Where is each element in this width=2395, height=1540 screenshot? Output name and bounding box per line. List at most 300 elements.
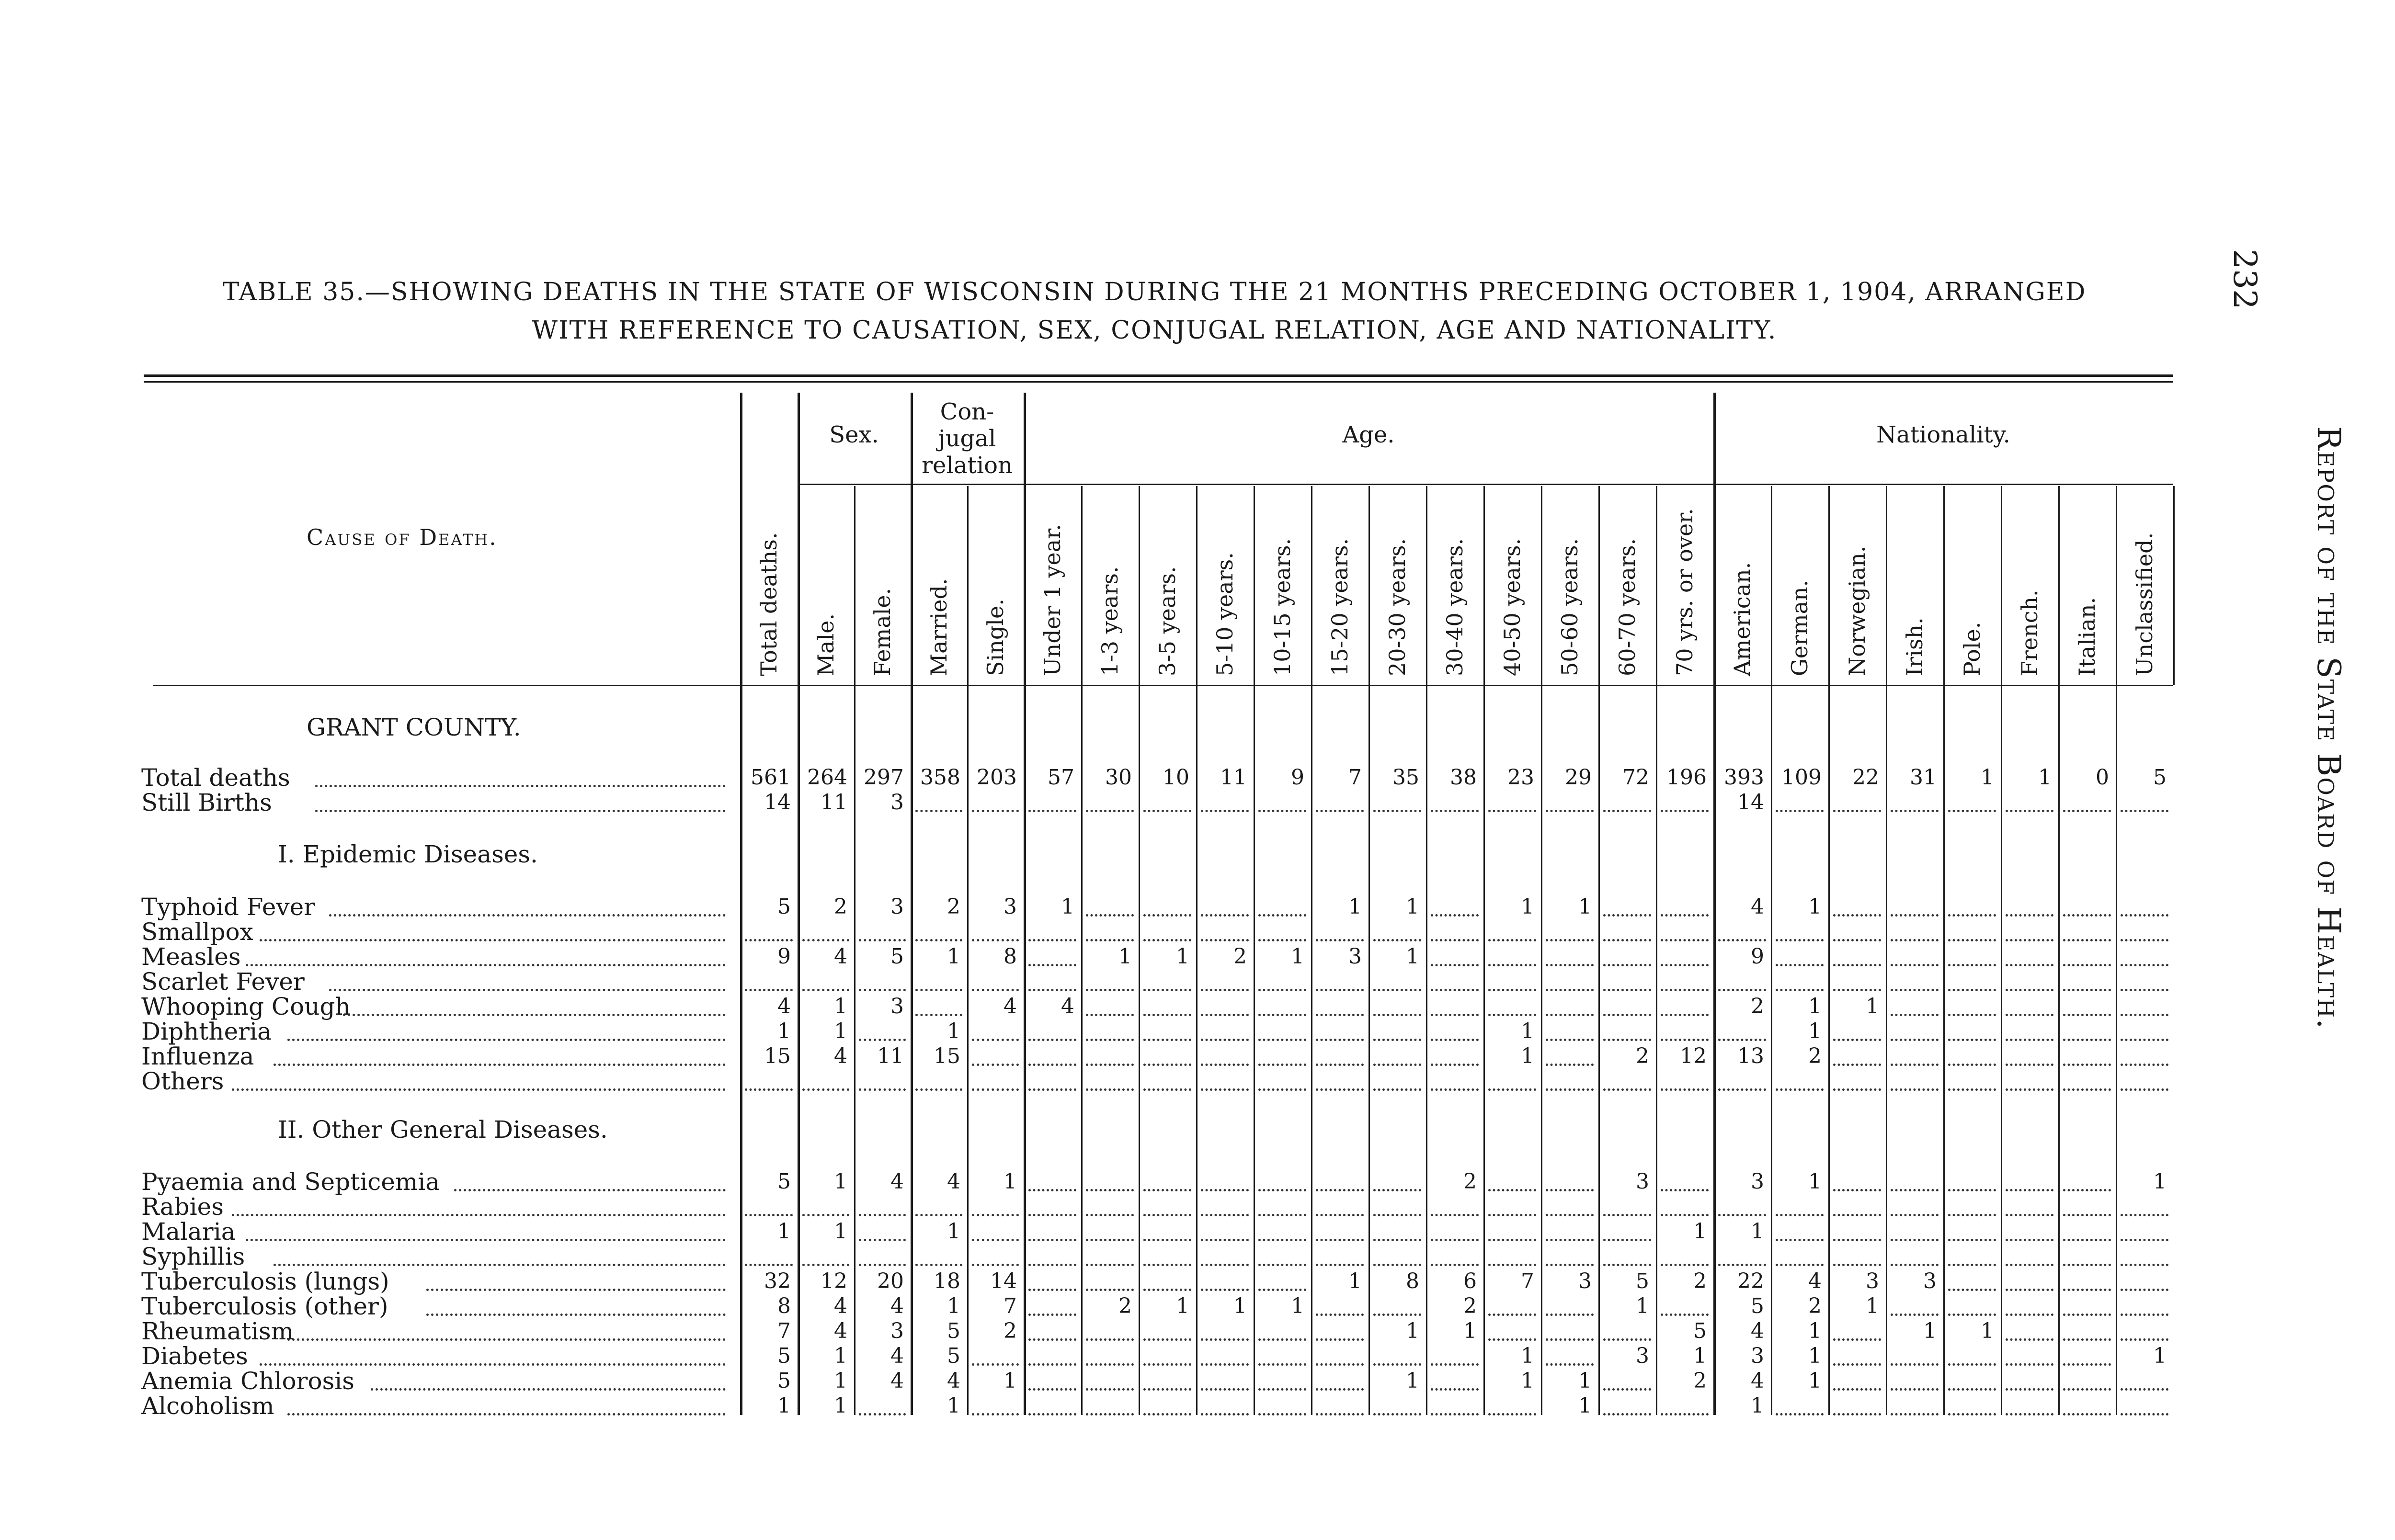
empty-cell-dots: [1143, 991, 1191, 1016]
leader-dots: [274, 1241, 726, 1266]
empty-cell-dots: [2121, 991, 2168, 1016]
column-header: Female.: [869, 588, 895, 676]
empty-cell-dots: [2006, 1166, 2053, 1191]
table-cell: 10: [1163, 765, 1189, 790]
empty-cell-dots: [1661, 787, 1709, 812]
table-cell: 1: [1348, 895, 1362, 919]
table-cell: 109: [1781, 765, 1822, 790]
column-header: 60-70 years.: [1614, 538, 1640, 676]
table-cell: 12: [1680, 1044, 1707, 1068]
row-label: Malaria: [141, 1218, 236, 1246]
empty-cell-dots: [1028, 1291, 1076, 1316]
table-cell: 1: [947, 944, 960, 969]
empty-cell-dots: [1776, 1191, 1824, 1216]
conjugal-group-header: Con- jugal relation: [922, 398, 1013, 479]
table-cell: 2: [1751, 994, 1764, 1019]
table-cell: 358: [920, 765, 960, 790]
table-cell: 1: [834, 994, 847, 1019]
table-cell: 4: [947, 1369, 960, 1393]
empty-cell-dots: [1258, 1191, 1306, 1216]
empty-cell-dots: [1028, 1366, 1076, 1391]
table-cell: 5: [777, 1344, 791, 1368]
empty-cell-dots: [1143, 1016, 1191, 1041]
table-cell: 8: [1406, 1269, 1419, 1293]
row-label: Total deaths: [141, 764, 290, 792]
table-cell: 1: [1406, 895, 1419, 919]
empty-cell-dots: [1488, 1391, 1536, 1415]
empty-cell-dots: [915, 991, 962, 1016]
empty-cell-dots: [1258, 892, 1306, 917]
empty-cell-dots: [2063, 1316, 2111, 1341]
empty-cell-dots: [1661, 1391, 1709, 1415]
empty-cell-dots: [1776, 1066, 1824, 1091]
table-cell: 203: [977, 765, 1017, 790]
column-header: Irish.: [1902, 617, 1927, 676]
table-cell: 1: [834, 1393, 847, 1418]
empty-cell-dots: [2121, 941, 2168, 966]
empty-cell-dots: [1028, 1016, 1076, 1041]
empty-cell-dots: [972, 1341, 1019, 1366]
empty-cell-dots: [1603, 966, 1651, 991]
table-cell: 22: [1852, 765, 1879, 790]
table-cell: 1: [834, 1369, 847, 1393]
empty-cell-dots: [1948, 1066, 1996, 1091]
top-rule-1: [144, 374, 2173, 377]
empty-cell-dots: [972, 917, 1019, 941]
table-cell: 5: [777, 1369, 791, 1393]
empty-cell-dots: [1891, 1066, 1939, 1091]
table-cell: 1: [1406, 1319, 1419, 1343]
column-header: 70 yrs. or over.: [1672, 508, 1698, 676]
empty-cell-dots: [1891, 991, 1939, 1016]
empty-cell-dots: [1373, 1216, 1421, 1241]
empty-cell-dots: [1603, 1191, 1651, 1216]
table-cell: 7: [1521, 1269, 1534, 1293]
leader-dots: [287, 1016, 726, 1041]
empty-cell-dots: [1948, 1016, 1996, 1041]
table-cell: 264: [807, 765, 847, 790]
empty-cell-dots: [915, 917, 962, 941]
table-cell: 2: [1693, 1269, 1707, 1293]
table-cell: 5: [947, 1344, 960, 1368]
empty-cell-dots: [972, 1241, 1019, 1266]
table-cell: 1: [1176, 1294, 1189, 1318]
column-header: 15-20 years.: [1327, 538, 1353, 676]
empty-cell-dots: [1603, 1066, 1651, 1091]
leader-dots: [260, 917, 726, 941]
empty-cell-dots: [1258, 1216, 1306, 1241]
empty-cell-dots: [1086, 1366, 1134, 1391]
table-cell: 3: [1751, 1344, 1764, 1368]
empty-cell-dots: [2006, 1241, 2053, 1266]
empty-cell-dots: [1431, 991, 1479, 1016]
empty-cell-dots: [1258, 966, 1306, 991]
row-label: Still Births: [141, 789, 272, 816]
empty-cell-dots: [1661, 1241, 1709, 1266]
empty-cell-dots: [915, 966, 962, 991]
empty-cell-dots: [972, 1066, 1019, 1091]
empty-cell-dots: [2063, 787, 2111, 812]
empty-cell-dots: [802, 966, 849, 991]
column-rule-right: [2173, 486, 2175, 685]
empty-cell-dots: [1028, 1166, 1076, 1191]
empty-cell-dots: [1833, 1016, 1881, 1041]
empty-cell-dots: [1086, 1241, 1134, 1266]
empty-cell-dots: [1201, 1216, 1249, 1241]
empty-cell-dots: [1143, 1366, 1191, 1391]
empty-cell-dots: [915, 1191, 962, 1216]
leader-dots: [246, 941, 726, 966]
empty-cell-dots: [1201, 1191, 1249, 1216]
empty-cell-dots: [1776, 941, 1824, 966]
empty-cell-dots: [1546, 991, 1594, 1016]
empty-cell-dots: [2006, 1391, 2053, 1415]
empty-cell-dots: [1431, 941, 1479, 966]
leader-dots: [232, 1191, 726, 1216]
table-cell: 1: [1751, 1393, 1764, 1418]
empty-cell-dots: [1028, 1241, 1076, 1266]
table-cell: 4: [1751, 1319, 1764, 1343]
county-heading: GRANT COUNTY.: [307, 713, 521, 741]
table-cell: 9: [1751, 944, 1764, 969]
empty-cell-dots: [972, 1041, 1019, 1066]
empty-cell-dots: [1258, 787, 1306, 812]
leader-dots: [246, 1216, 726, 1241]
empty-cell-dots: [1431, 1066, 1479, 1091]
table-cell: 5: [947, 1319, 960, 1343]
empty-cell-dots: [2063, 1266, 2111, 1291]
table-cell: 1: [1808, 994, 1822, 1019]
column-header: French.: [2017, 589, 2042, 676]
empty-cell-dots: [1718, 1016, 1766, 1041]
table-cell: 1: [1923, 1319, 1937, 1343]
empty-cell-dots: [1028, 1191, 1076, 1216]
empty-cell-dots: [1718, 917, 1766, 941]
empty-cell-dots: [2121, 1016, 2168, 1041]
empty-cell-dots: [1316, 917, 1364, 941]
empty-cell-dots: [972, 1191, 1019, 1216]
empty-cell-dots: [1316, 787, 1364, 812]
table-cell: 1: [1808, 895, 1822, 919]
empty-cell-dots: [1431, 966, 1479, 991]
empty-cell-dots: [1373, 787, 1421, 812]
empty-cell-dots: [2063, 1241, 2111, 1266]
leader-dots: [232, 1066, 726, 1091]
empty-cell-dots: [745, 1191, 793, 1216]
column-header: Pole.: [1959, 622, 1985, 676]
table-cell: 1: [1348, 1269, 1362, 1293]
table-cell: 4: [890, 1344, 904, 1368]
empty-cell-dots: [1891, 1291, 1939, 1316]
empty-cell-dots: [1028, 1216, 1076, 1241]
row-label: Rabies: [141, 1193, 224, 1221]
empty-cell-dots: [2063, 1066, 2111, 1091]
empty-cell-dots: [1143, 1241, 1191, 1266]
empty-cell-dots: [2121, 1216, 2168, 1241]
empty-cell-dots: [1316, 1341, 1364, 1366]
empty-cell-dots: [1546, 917, 1594, 941]
empty-cell-dots: [1086, 1391, 1134, 1415]
row-label: Whooping Cough: [141, 993, 351, 1020]
column-header: 3-5 years.: [1154, 566, 1180, 676]
empty-cell-dots: [972, 787, 1019, 812]
table-cell: 1: [834, 1219, 847, 1244]
age-underline: [1024, 484, 1713, 485]
empty-cell-dots: [1316, 1216, 1364, 1241]
empty-cell-dots: [1258, 1316, 1306, 1341]
table-cell: 3: [1636, 1344, 1649, 1368]
table-cell: 1: [947, 1219, 960, 1244]
leader-dots: [287, 1391, 726, 1415]
top-rule-2: [144, 381, 2173, 383]
column-header: 20-30 years.: [1384, 538, 1410, 676]
column-header: Unclassified.: [2132, 532, 2157, 676]
table-cell: 1: [1808, 1369, 1822, 1393]
table-cell: 1: [1578, 1393, 1592, 1418]
table-cell: 1: [1521, 1019, 1534, 1043]
empty-cell-dots: [1258, 991, 1306, 1016]
empty-cell-dots: [1833, 966, 1881, 991]
table-title-line-1: TABLE 35.—SHOWING DEATHS IN THE STATE OF WISCONSIN DURING THE 21 MONTHS PRECEDING OCTOBER 1, 1904, ARRANGED: [222, 278, 2087, 306]
empty-cell-dots: [1833, 1216, 1881, 1241]
table-cell: 1: [1866, 994, 1879, 1019]
empty-cell-dots: [1086, 1016, 1134, 1041]
empty-cell-dots: [745, 1066, 793, 1091]
empty-cell-dots: [1373, 1391, 1421, 1415]
empty-cell-dots: [1258, 1241, 1306, 1266]
empty-cell-dots: [1546, 1016, 1594, 1041]
empty-cell-dots: [1258, 1166, 1306, 1191]
table-cell: 5: [777, 1169, 791, 1194]
cause-of-death-header: Cause of Death.: [307, 524, 498, 550]
empty-cell-dots: [1086, 1316, 1134, 1341]
empty-cell-dots: [1948, 1341, 1996, 1366]
empty-cell-dots: [1316, 991, 1364, 1016]
empty-cell-dots: [1718, 966, 1766, 991]
empty-cell-dots: [1661, 917, 1709, 941]
empty-cell-dots: [1718, 1241, 1766, 1266]
table-cell: 5: [1751, 1294, 1764, 1318]
empty-cell-dots: [859, 966, 906, 991]
empty-cell-dots: [1833, 1041, 1881, 1066]
empty-cell-dots: [1948, 966, 1996, 991]
empty-cell-dots: [1143, 787, 1191, 812]
table-cell: 1: [777, 1393, 791, 1418]
empty-cell-dots: [2063, 1166, 2111, 1191]
empty-cell-dots: [1776, 917, 1824, 941]
empty-cell-dots: [1603, 1316, 1651, 1341]
leader-dots: [329, 892, 726, 917]
empty-cell-dots: [1833, 1316, 1881, 1341]
conjugal-underline: [911, 484, 1024, 485]
empty-cell-dots: [745, 966, 793, 991]
empty-cell-dots: [1258, 1266, 1306, 1291]
empty-cell-dots: [1948, 1291, 1996, 1316]
empty-cell-dots: [1143, 1041, 1191, 1066]
empty-cell-dots: [1316, 966, 1364, 991]
leader-dots: [343, 991, 726, 1016]
table-cell: 1: [1291, 944, 1304, 969]
empty-cell-dots: [1373, 1241, 1421, 1266]
empty-cell-dots: [802, 1191, 849, 1216]
row-label: Measles: [141, 943, 241, 971]
empty-cell-dots: [2063, 1366, 2111, 1391]
table-cell: 12: [821, 1269, 847, 1293]
table-cell: 2: [947, 895, 960, 919]
empty-cell-dots: [1258, 1041, 1306, 1066]
empty-cell-dots: [1201, 1066, 1249, 1091]
empty-cell-dots: [1948, 1391, 1996, 1415]
empty-cell-dots: [1201, 1241, 1249, 1266]
empty-cell-dots: [2063, 1041, 2111, 1066]
empty-cell-dots: [2121, 1316, 2168, 1341]
column-rule: [2058, 486, 2060, 1415]
empty-cell-dots: [915, 787, 962, 812]
table-cell: 1: [1808, 1169, 1822, 1194]
table-cell: 20: [877, 1269, 904, 1293]
empty-cell-dots: [1316, 1316, 1364, 1341]
leader-dots: [371, 1366, 726, 1391]
row-label: Typhoid Fever: [141, 893, 316, 921]
empty-cell-dots: [1488, 1316, 1536, 1341]
table-cell: 3: [1636, 1169, 1649, 1194]
empty-cell-dots: [1546, 1316, 1594, 1341]
leader-dots: [426, 1266, 726, 1291]
empty-cell-dots: [1718, 1191, 1766, 1216]
table-cell: 2: [1004, 1319, 1017, 1343]
table-cell: 3: [890, 1319, 904, 1343]
table-title-line-2: WITH REFERENCE TO CAUSATION, SEX, CONJUGAL RELATION, AGE AND NATIONALITY.: [532, 316, 1777, 345]
table-cell: 6: [1463, 1269, 1477, 1293]
row-label: Syphillis: [141, 1243, 245, 1270]
table-cell: 1: [947, 1294, 960, 1318]
table-cell: 1: [1521, 1344, 1534, 1368]
row-label: Diabetes: [141, 1342, 248, 1370]
empty-cell-dots: [1776, 1241, 1824, 1266]
empty-cell-dots: [1833, 917, 1881, 941]
table-cell: 1: [2153, 1344, 2167, 1368]
empty-cell-dots: [1373, 1191, 1421, 1216]
empty-cell-dots: [2006, 1316, 2053, 1341]
empty-cell-dots: [1258, 1366, 1306, 1391]
empty-cell-dots: [1201, 1366, 1249, 1391]
empty-cell-dots: [1488, 1291, 1536, 1316]
table-cell: 1: [2038, 765, 2052, 790]
empty-cell-dots: [1431, 892, 1479, 917]
empty-cell-dots: [1373, 1016, 1421, 1041]
table-cell: 0: [2096, 765, 2109, 790]
table-cell: 1: [1521, 1044, 1534, 1068]
empty-cell-dots: [1661, 1066, 1709, 1091]
table-cell: 2: [1636, 1044, 1649, 1068]
empty-cell-dots: [1086, 892, 1134, 917]
row-label: Anemia Chlorosis: [141, 1367, 354, 1395]
table-cell: 4: [834, 1319, 847, 1343]
empty-cell-dots: [2063, 1341, 2111, 1366]
empty-cell-dots: [1603, 991, 1651, 1016]
leader-dots: [315, 787, 726, 812]
empty-cell-dots: [2006, 1016, 2053, 1041]
empty-cell-dots: [2121, 1066, 2168, 1091]
table-cell: 4: [890, 1294, 904, 1318]
empty-cell-dots: [1201, 1166, 1249, 1191]
row-label: Tuberculosis (lungs): [141, 1268, 389, 1295]
empty-cell-dots: [1086, 1216, 1134, 1241]
empty-cell-dots: [1948, 787, 1996, 812]
empty-cell-dots: [1028, 787, 1076, 812]
row-label: Smallpox: [141, 918, 253, 946]
table-cell: 4: [834, 1044, 847, 1068]
table-cell: 30: [1105, 765, 1132, 790]
table-cell: 1: [1118, 944, 1132, 969]
empty-cell-dots: [1258, 917, 1306, 941]
empty-cell-dots: [1488, 1191, 1536, 1216]
column-header: American.: [1729, 562, 1755, 676]
table-cell: 2: [1693, 1369, 1707, 1393]
empty-cell-dots: [1546, 1341, 1594, 1366]
table-cell: 29: [1565, 765, 1592, 790]
empty-cell-dots: [2121, 787, 2168, 812]
empty-cell-dots: [1603, 917, 1651, 941]
table-cell: 3: [1004, 895, 1017, 919]
column-rule: [1943, 486, 1945, 1415]
empty-cell-dots: [1833, 1241, 1881, 1266]
empty-cell-dots: [1316, 1366, 1364, 1391]
empty-cell-dots: [1661, 1016, 1709, 1041]
empty-cell-dots: [1603, 892, 1651, 917]
empty-cell-dots: [1201, 1266, 1249, 1291]
table-cell: 4: [890, 1369, 904, 1393]
empty-cell-dots: [1948, 1041, 1996, 1066]
table-cell: 14: [990, 1269, 1017, 1293]
table-cell: 31: [1910, 765, 1937, 790]
table-cell: 1: [1291, 1294, 1304, 1318]
table-cell: 1: [1406, 1369, 1419, 1393]
table-cell: 14: [1737, 790, 1764, 815]
empty-cell-dots: [1373, 917, 1421, 941]
empty-cell-dots: [972, 1391, 1019, 1415]
table-cell: 72: [1622, 765, 1649, 790]
column-header: 40-50 years.: [1499, 538, 1525, 676]
table-cell: 1: [1808, 1019, 1822, 1043]
table-cell: 1: [1463, 1319, 1477, 1343]
empty-cell-dots: [1201, 787, 1249, 812]
empty-cell-dots: [1086, 1041, 1134, 1066]
empty-cell-dots: [1086, 1066, 1134, 1091]
empty-cell-dots: [1143, 1191, 1191, 1216]
table-cell: 5: [890, 944, 904, 969]
table-cell: 13: [1737, 1044, 1764, 1068]
table-cell: 2: [1808, 1294, 1822, 1318]
table-cell: 1: [1521, 1369, 1534, 1393]
empty-cell-dots: [1833, 941, 1881, 966]
empty-cell-dots: [1028, 1391, 1076, 1415]
empty-cell-dots: [1028, 966, 1076, 991]
empty-cell-dots: [2063, 991, 2111, 1016]
table-cell: 15: [934, 1044, 960, 1068]
empty-cell-dots: [1546, 1041, 1594, 1066]
empty-cell-dots: [2006, 787, 2053, 812]
empty-cell-dots: [1431, 1241, 1479, 1266]
empty-cell-dots: [2121, 892, 2168, 917]
table-cell: 5: [777, 895, 791, 919]
empty-cell-dots: [1546, 941, 1594, 966]
table-cell: 4: [834, 1294, 847, 1318]
column-header: Total deaths.: [756, 532, 782, 676]
empty-cell-dots: [1488, 941, 1536, 966]
empty-cell-dots: [1201, 1316, 1249, 1341]
empty-cell-dots: [1891, 966, 1939, 991]
